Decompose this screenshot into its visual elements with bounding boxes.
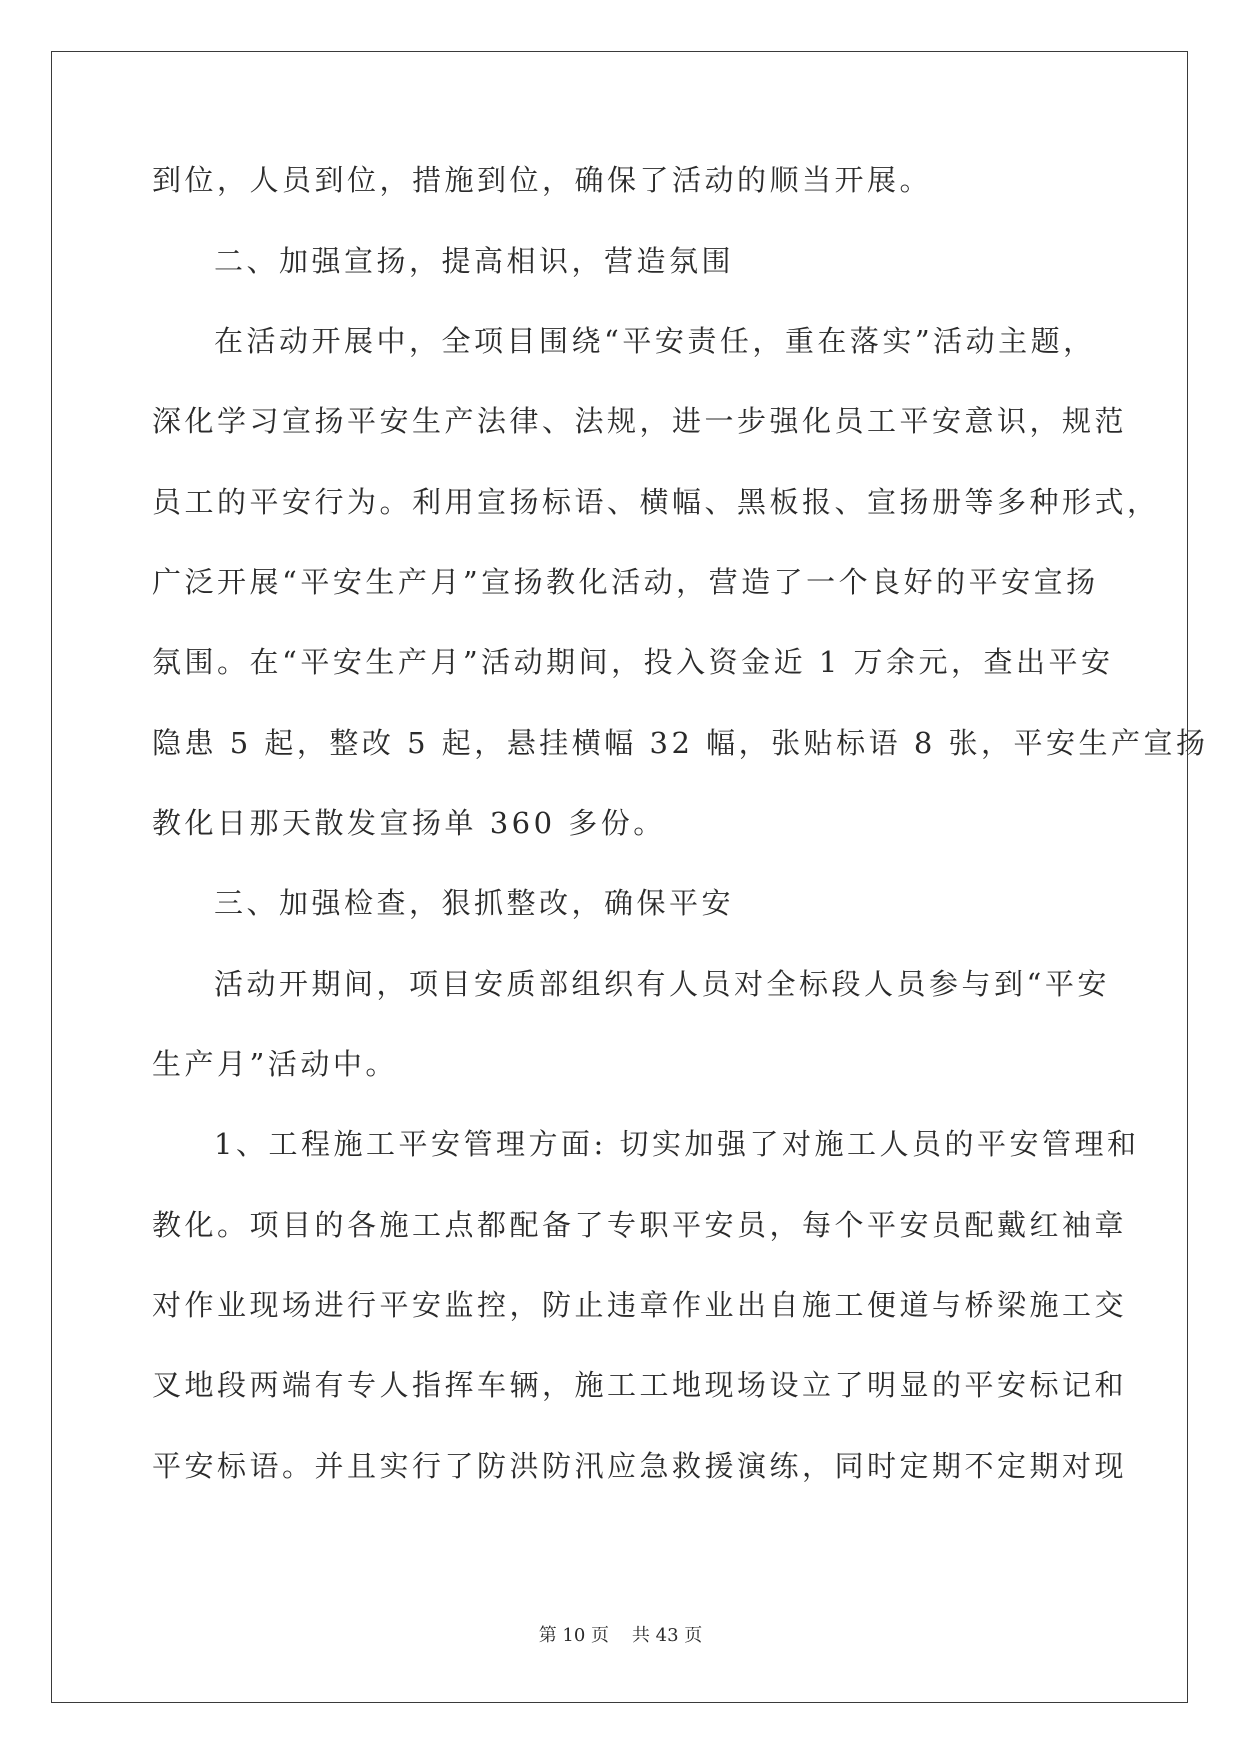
- text-line: 深化学习宣扬平安生产法律、法规，进一步强化员工平安意识，规范: [152, 404, 1128, 438]
- page-number-footer: 第 10 页 共 43 页: [538, 1625, 703, 1646]
- text-line: 教化日那天散发宣扬单 360 多份。: [152, 806, 666, 840]
- text-line: 到位，人员到位，措施到位，确保了活动的顺当开展。: [152, 163, 933, 197]
- text-line: 1、工程施工平安管理方面: 切实加强了对施工人员的平安管理和: [214, 1127, 1140, 1161]
- section-heading: 二、加强宣扬，提高相识，营造氛围: [214, 244, 735, 278]
- text-line: 对作业现场进行平安监控，防止违章作业出自施工便道与桥梁施工交: [152, 1288, 1128, 1322]
- text-line: 叉地段两端有专人指挥车辆，施工工地现场设立了明显的平安标记和: [152, 1368, 1128, 1402]
- text-line: 活动开期间，项目安质部组织有人员对全标段人员参与到“平安: [214, 967, 1110, 1001]
- text-line: 广泛开展“平安生产月”宣扬教化活动，营造了一个良好的平安宣扬: [152, 565, 1099, 599]
- text-line: 员工的平安行为。利用宣扬标语、横幅、黑板报、宣扬册等多种形式，: [152, 485, 1160, 519]
- text-line: 生产月”活动中。: [152, 1047, 398, 1081]
- text-line: 平安标语。并且实行了防洪防汛应急救援演练，同时定期不定期对现: [152, 1449, 1128, 1483]
- text-line: 教化。项目的各施工点都配备了专职平安员，每个平安员配戴红袖章: [152, 1208, 1128, 1242]
- text-line: 氛围。在“平安生产月”活动期间，投入资金近 1 万余元，查出平安: [152, 645, 1114, 679]
- text-line: 在活动开展中，全项目围绕“平安责任，重在落实”活动主题，: [214, 324, 1096, 358]
- section-heading: 三、加强检查，狠抓整改，确保平安: [214, 886, 735, 920]
- text-line: 隐患 5 起，整改 5 起，悬挂横幅 32 幅，张贴标语 8 张，平安生产宣扬: [152, 726, 1209, 760]
